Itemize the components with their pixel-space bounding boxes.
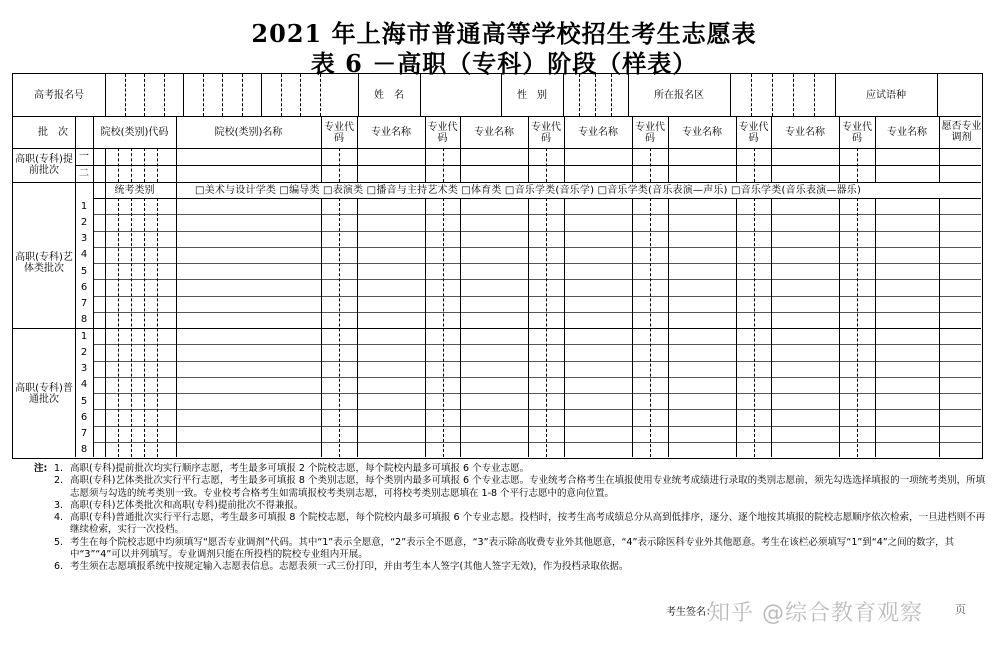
grid-line xyxy=(668,116,669,182)
grid-line xyxy=(321,116,322,182)
page-subtitle: 表 6 －高职（专科）阶段（样表） xyxy=(310,49,698,78)
grid-line xyxy=(93,344,981,345)
general-row-1: 1 xyxy=(80,330,88,342)
grid-line xyxy=(425,116,426,182)
gender-label: 性 别 xyxy=(517,89,547,101)
grid-line xyxy=(93,442,981,443)
grid-line xyxy=(93,214,981,215)
grid-line xyxy=(144,148,145,182)
grid-line xyxy=(300,74,301,116)
major-name-header-5: 专业名称 xyxy=(785,126,825,138)
major-name-header-4: 专业名称 xyxy=(682,126,722,138)
grid-line xyxy=(93,409,981,410)
note-5: 5. 考生在每个院校志愿中均须填写“愿否专业调剂”代码。其中“1”表示全愿意，“2”表示全不愿意，“3”表示除高收费专业外其他愿意，“4”表示除医科专业外其他愿意。考生在该栏必须填写“1”到“4”之间的数字，其中“3”“4”可以并列填写。专业调剂只能在所投档的院校专业组内开展。 xyxy=(54,536,955,561)
grid-line xyxy=(772,74,773,116)
grid-line xyxy=(105,148,106,457)
grid-line xyxy=(93,231,981,232)
major-code-header-1: 专业代码 xyxy=(324,122,354,144)
grid-line xyxy=(564,116,565,182)
art-row-2: 2 xyxy=(80,216,88,228)
grid-line xyxy=(835,74,836,116)
major-code-header-2: 专业代码 xyxy=(427,122,458,144)
art-category-label: 统考类别 xyxy=(114,184,155,196)
art-row-6: 6 xyxy=(80,281,88,293)
exam-no-label: 高考报名号 xyxy=(34,89,84,101)
grid-line xyxy=(793,74,794,116)
general-row-6: 6 xyxy=(80,411,88,423)
grid-line xyxy=(164,74,165,116)
grid-line xyxy=(564,198,565,457)
general-row-5: 5 xyxy=(80,395,88,407)
major-name-header-6: 专业名称 xyxy=(887,126,927,138)
art-category-options: □美术与设计学类 □编导类 □表演类 □播音与主持艺术类 □体育类 □音乐学类(音乐学) □音乐学类(音乐表演—声乐) □音乐学类(音乐表演—器乐) xyxy=(195,184,862,196)
watermark: 知乎 @综合教育观察 xyxy=(708,601,923,626)
grid-line xyxy=(754,198,755,457)
grid-line xyxy=(460,116,461,182)
adjust-header: 愿否专业调剂 xyxy=(941,121,982,143)
grid-line xyxy=(339,198,340,457)
grid-line xyxy=(93,247,981,248)
grid-line xyxy=(125,74,126,116)
art-row-8: 8 xyxy=(80,314,88,326)
grid-line xyxy=(131,198,132,457)
grid-line xyxy=(875,198,876,457)
grid-line xyxy=(222,74,223,116)
general-batch-label: 高职(专科)普通批次 xyxy=(15,383,73,405)
art-row-4: 4 xyxy=(80,249,88,261)
grid-line xyxy=(501,74,502,116)
art-row-1: 1 xyxy=(80,200,88,212)
major-code-header-6: 专业代码 xyxy=(842,122,872,144)
grid-line xyxy=(736,198,737,457)
grid-line xyxy=(13,148,981,149)
grid-line xyxy=(730,74,731,116)
batch-header: 批 次 xyxy=(38,126,68,138)
grid-line xyxy=(579,74,580,116)
general-row-3: 3 xyxy=(80,363,88,375)
grid-line xyxy=(443,198,444,457)
grid-line xyxy=(857,198,858,457)
major-code-header-3: 专业代码 xyxy=(531,122,561,144)
major-name-header-1: 专业名称 xyxy=(371,126,411,138)
notes xyxy=(34,463,988,574)
grid-line xyxy=(528,198,529,457)
note-4: 4. 高职(专科)普通批次实行平行志愿，考生最多可填报 8 个院校志愿，每个院校内最多可填报 6 个专业志愿。投档时，按考生高考成绩总分从高到低排序，逐分、逐个地按其填报的院校志愿顺序依次检索，一旦进档则不再继续检索，实行一次投档。 xyxy=(54,512,986,536)
grid-line xyxy=(420,74,421,116)
grid-line xyxy=(839,116,840,182)
grid-line xyxy=(75,148,76,457)
note-2: 2. 高职(专科)艺体类批次实行平行志愿，考生最多可填报 8 个类别志愿，每个类别内最多可填报 6 个专业志愿。专业统考合格考生在填报使用专业统考成绩进行录取的类别志愿前，须先勾选选择填报的一项统考类别，所填志愿须与勾选的统考类别一致。专业校考合格考生如需填报校考类别志愿，可将校考类别志愿填在 1-8 个平行志愿中的意向位置。 xyxy=(54,475,986,499)
grid-line xyxy=(93,279,981,280)
major-name-header-2: 专业名称 xyxy=(474,126,514,138)
grid-line xyxy=(339,148,340,182)
art-batch-label: 高职(专科)艺体类批次 xyxy=(15,252,73,274)
name-label: 姓 名 xyxy=(374,89,404,101)
grid-line xyxy=(546,198,547,457)
grid-line xyxy=(320,74,321,116)
grid-line xyxy=(261,74,262,116)
grid-line xyxy=(93,263,981,264)
grid-line xyxy=(93,296,981,297)
grid-line xyxy=(939,116,940,182)
grid-line xyxy=(632,198,633,457)
grid-line xyxy=(13,116,981,117)
grid-line xyxy=(144,198,145,457)
grid-line xyxy=(632,116,633,182)
grid-line xyxy=(105,74,106,116)
notes-label: 注: xyxy=(34,463,48,474)
grid-line xyxy=(939,198,940,457)
grid-line xyxy=(443,148,444,182)
language-label: 应试语种 xyxy=(866,89,906,101)
grid-line xyxy=(528,116,529,182)
grid-line xyxy=(650,198,651,457)
grid-line xyxy=(425,198,426,457)
grid-line xyxy=(771,198,772,457)
grid-line xyxy=(118,198,119,457)
note-6: 6. 考生须在志愿填报系统中按规定输入志愿表信息。志愿表须一式三份打印，并由考生本人签字(其他人签字无效)，作为投档录取依据。 xyxy=(54,561,629,573)
grid-line xyxy=(814,74,815,116)
application-form-table xyxy=(12,73,983,459)
grid-line xyxy=(628,74,629,116)
grid-line xyxy=(668,198,669,457)
district-label: 所在报名区 xyxy=(654,89,704,101)
grid-line xyxy=(736,116,737,182)
grid-line xyxy=(203,74,204,116)
grid-line xyxy=(183,74,184,116)
grid-line xyxy=(650,148,651,182)
early-row-2: 二 xyxy=(79,168,89,179)
grid-line xyxy=(357,116,358,182)
grid-line xyxy=(242,74,243,116)
page-title: 2021 年上海市普通高等学校招生考生志愿表 xyxy=(251,19,757,48)
grid-line xyxy=(321,198,322,457)
grid-line xyxy=(157,198,158,457)
grid-line xyxy=(93,426,981,427)
grid-line xyxy=(357,198,358,457)
grid-line xyxy=(358,74,359,116)
art-row-7: 7 xyxy=(80,298,88,310)
major-code-header-5: 专业代码 xyxy=(738,122,769,144)
grid-line xyxy=(563,74,564,116)
major-name-header-3: 专业名称 xyxy=(578,126,618,138)
grid-line xyxy=(13,182,981,183)
grid-line xyxy=(93,198,981,199)
grid-line xyxy=(611,74,612,116)
note-1: 1. 高职(专科)提前批次均实行顺序志愿，考生最多可填报 2 个院校志愿，每个院校内最多可填报 6 个专业志愿。 xyxy=(54,463,530,474)
major-code-header-4: 专业代码 xyxy=(635,122,665,144)
general-row-8: 8 xyxy=(80,444,88,456)
early-row-1: 一 xyxy=(79,151,89,162)
general-row-7: 7 xyxy=(80,428,88,440)
grid-line xyxy=(93,361,981,362)
general-row-2: 2 xyxy=(80,346,88,358)
art-row-5: 5 xyxy=(80,265,88,277)
art-row-3: 3 xyxy=(80,233,88,245)
grid-line xyxy=(176,116,177,457)
grid-line xyxy=(754,148,755,182)
grid-line xyxy=(144,74,145,116)
school-code-header: 院校(类别)代码 xyxy=(100,126,169,138)
grid-line xyxy=(857,148,858,182)
page-mark: 页 xyxy=(955,603,966,616)
note-3: 3. 高职(专科)艺体类批次和高职(专科)提前批次不得兼报。 xyxy=(54,499,304,511)
grid-line xyxy=(75,116,76,148)
grid-line xyxy=(839,198,840,457)
grid-line xyxy=(157,148,158,182)
early-batch-label: 高职(专科)提前批次 xyxy=(15,154,73,176)
grid-line xyxy=(131,148,132,182)
grid-line xyxy=(875,116,876,182)
grid-line xyxy=(93,393,981,394)
school-name-header: 院校(类别)名称 xyxy=(214,126,283,138)
general-row-4: 4 xyxy=(80,379,88,391)
grid-line xyxy=(13,328,981,329)
grid-line xyxy=(595,74,596,116)
grid-line xyxy=(771,116,772,182)
grid-line xyxy=(93,116,94,457)
signature-label: 考生签名： xyxy=(666,607,716,618)
grid-line xyxy=(751,74,752,116)
grid-line xyxy=(546,148,547,182)
grid-line xyxy=(118,148,119,182)
grid-line xyxy=(93,312,981,313)
grid-line xyxy=(93,377,981,378)
grid-line xyxy=(460,198,461,457)
grid-line xyxy=(937,74,938,116)
grid-line xyxy=(281,74,282,116)
